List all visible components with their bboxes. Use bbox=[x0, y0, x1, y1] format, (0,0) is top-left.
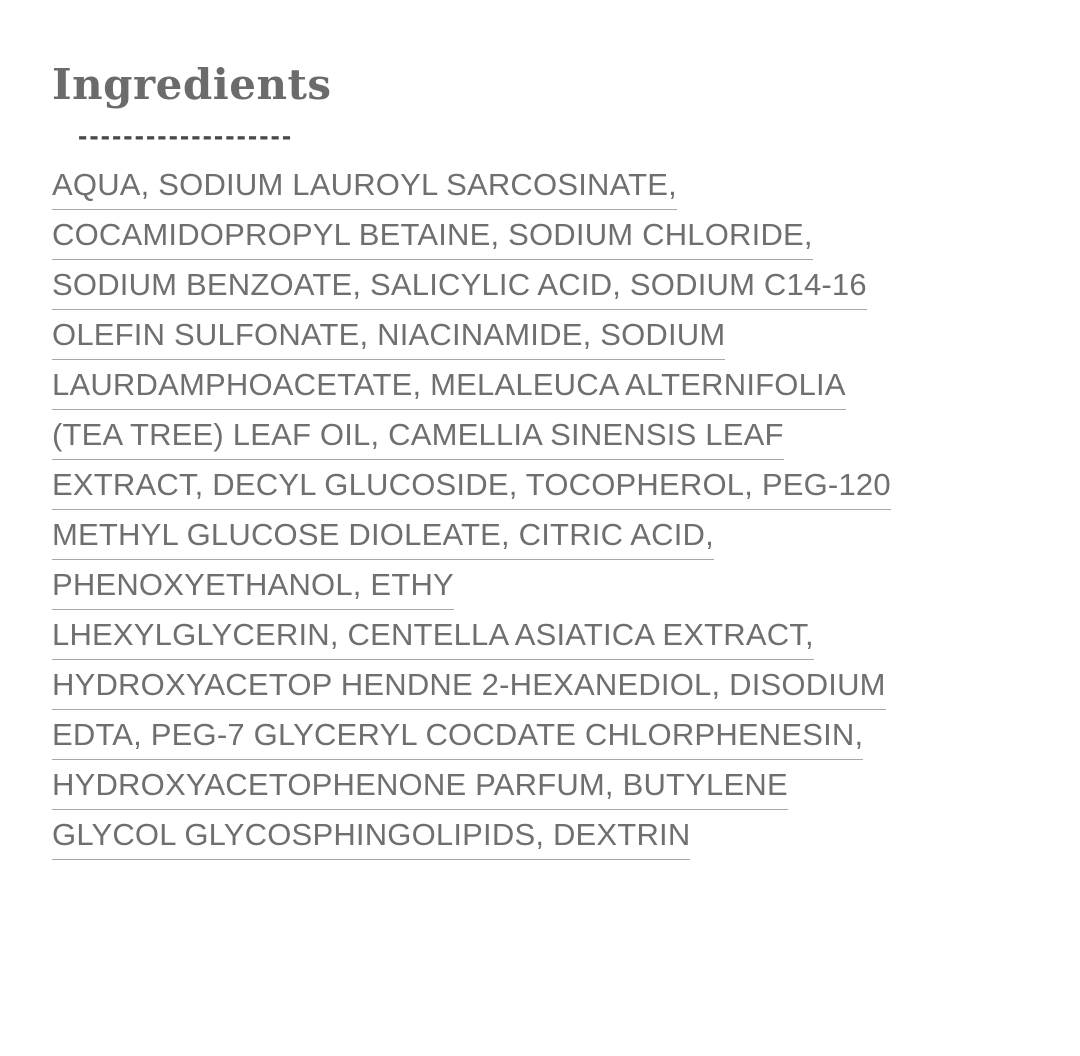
ingredients-line: GLYCOL GLYCOSPHINGOLIPIDS, DEXTRIN bbox=[52, 810, 690, 860]
ingredients-line: SODIUM BENZOATE, SALICYLIC ACID, SODIUM C14-16 bbox=[52, 260, 867, 310]
ingredients-list bbox=[52, 160, 1028, 860]
ingredients-line: COCAMIDOPROPYL BETAINE, SODIUM CHLORIDE, bbox=[52, 210, 813, 260]
ingredients-line: LHEXYLGLYCERIN, CENTELLA ASIATICA EXTRACT, bbox=[52, 610, 814, 660]
page-title: Ingredients bbox=[52, 60, 332, 109]
ingredients-line: HYDROXYACETOP HENDNE 2-HEXANEDIOL, DISODIUM bbox=[52, 660, 886, 710]
ingredients-line: AQUA, SODIUM LAUROYL SARCOSINATE, bbox=[52, 160, 677, 210]
ingredients-line: EDTA, PEG-7 GLYCERYL COCDATE CHLORPHENESIN, bbox=[52, 710, 863, 760]
ingredients-line: PHENOXYETHANOL, ETHY bbox=[52, 560, 454, 610]
ingredients-line: HYDROXYACETOPHENONE PARFUM, BUTYLENE bbox=[52, 760, 788, 810]
ingredients-line: EXTRACT, DECYL GLUCOSIDE, TOCOPHEROL, PEG-120 bbox=[52, 460, 891, 510]
title-divider: ------------------- bbox=[78, 120, 294, 152]
ingredients-line: LAURDAMPHOACETATE, MELALEUCA ALTERNIFOLIA bbox=[52, 360, 846, 410]
ingredients-line: (TEA TREE) LEAF OIL, CAMELLIA SINENSIS LEAF bbox=[52, 410, 784, 460]
ingredients-line: OLEFIN SULFONATE, NIACINAMIDE, SODIUM bbox=[52, 310, 725, 360]
ingredients-line: METHYL GLUCOSE DIOLEATE, CITRIC ACID, bbox=[52, 510, 714, 560]
